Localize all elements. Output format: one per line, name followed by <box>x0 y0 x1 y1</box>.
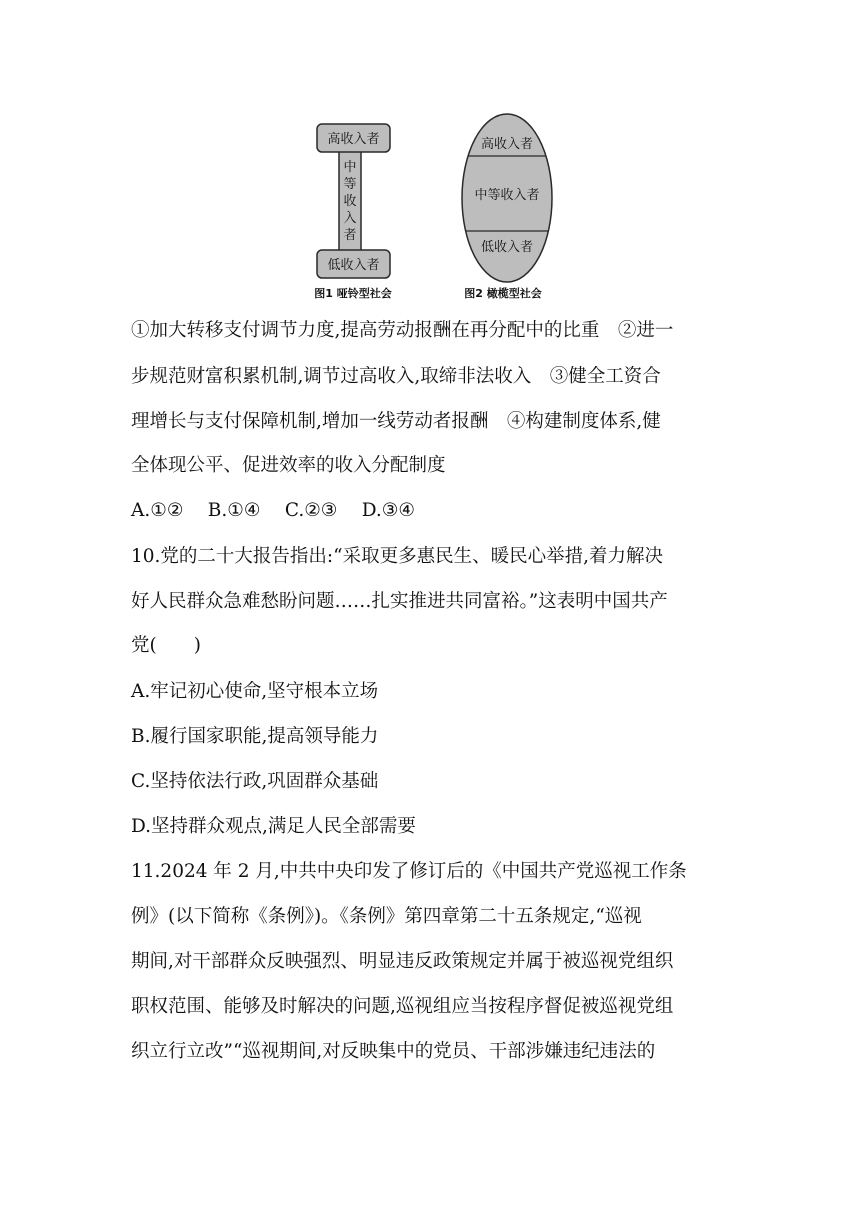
option-statement-line: 理增长与支付保障机制,增加一线劳动者报酬 ④构建制度体系,健 <box>131 411 661 432</box>
olive-caption: 图2 橄榄型社会 <box>464 287 542 300</box>
olive-top-label: 高收入者 <box>480 137 534 152</box>
question-10-stem: 好人民群众急难愁盼问题……扎实推进共同富裕。”这表明中国共产 <box>131 591 668 612</box>
dumbbell-middle-char: 收 <box>343 194 357 209</box>
q10-option-b: B.履行国家职能,提高领导能力 <box>131 726 379 747</box>
dumbbell-middle-char: 中 <box>343 160 357 175</box>
q10-option-d: D.坚持群众观点,满足人民全部需要 <box>131 816 416 837</box>
dumbbell-caption: 图1 哑铃型社会 <box>314 287 392 300</box>
income-distribution-figures <box>300 108 562 304</box>
dumbbell-middle-char: 者 <box>343 228 357 243</box>
olive-middle-label: 中等收入者 <box>474 188 540 203</box>
dumbbell-figure <box>314 124 391 300</box>
dumbbell-bottom-label: 低收入者 <box>327 258 380 273</box>
question-11-stem: 例》(以下简称《条例》)。《条例》第四章第二十五条规定,“巡视 <box>131 906 642 927</box>
q10-option-a: A.牢记初心使命,坚守根本立场 <box>131 681 379 702</box>
q10-option-c: C.坚持依法行政,巩固群众基础 <box>131 771 379 792</box>
question-11-stem: 期间,对干部群众反映强烈、明显违反政策规定并属于被巡视党组织 <box>131 951 674 972</box>
dumbbell-top-label: 高收入者 <box>327 132 380 147</box>
option-statement-line: ①加大转移支付调节力度,提高劳动报酬在再分配中的比重 ②进一 <box>131 320 674 341</box>
option-statement-line: 步规范财富积累机制,调节过高收入,取缔非法收入 ③健全工资合 <box>131 366 661 387</box>
answer-choices-q9: A.①② B.①④ C.②③ D.③④ <box>131 500 415 521</box>
figures-svg <box>300 108 562 304</box>
olive-bottom-label: 低收入者 <box>480 240 534 255</box>
question-11-stem: 职权范围、能够及时解决的问题,巡视组应当按程序督促被巡视党组 <box>131 996 674 1017</box>
dumbbell-middle-char: 等 <box>343 177 357 192</box>
question-10-stem: 10.党的二十大报告指出:“采取更多惠民生、暖民心举措,着力解决 <box>131 546 663 567</box>
option-statement-line: 全体现公平、促进效率的收入分配制度 <box>131 455 446 476</box>
question-11-stem: 织立行立改”“巡视期间,对反映集中的党员、干部涉嫌违纪违法的 <box>131 1041 656 1062</box>
question-11-stem: 11.2024 年 2 月,中共中央印发了修订后的《中国共产党巡视工作条 <box>131 861 687 882</box>
dumbbell-middle-char: 入 <box>343 211 357 226</box>
olive-figure <box>460 114 554 300</box>
question-10-stem: 党( ) <box>131 635 201 656</box>
